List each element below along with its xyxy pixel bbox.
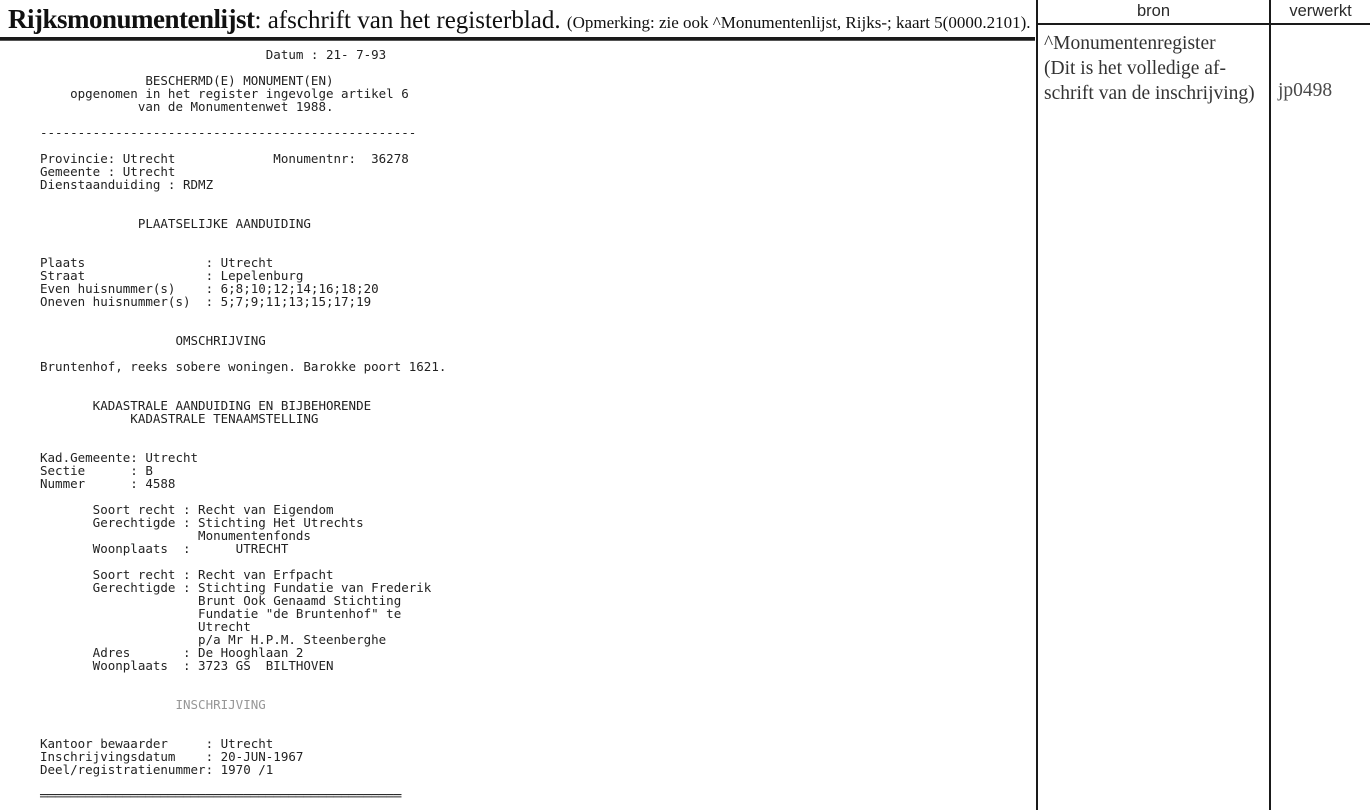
doc-line: INSCHRIJVING bbox=[40, 697, 266, 712]
doc-line: Brunt Ook Genaamd Stichting bbox=[40, 593, 402, 608]
doc-line: Monumentenfonds bbox=[40, 528, 311, 543]
doc-line: Nummer : 4588 bbox=[40, 476, 176, 491]
doc-line bbox=[40, 425, 446, 438]
doc-line: Woonplaats : 3723 GS BILTHOVEN bbox=[40, 658, 334, 673]
page-title: Rijksmonumentenlijst bbox=[8, 4, 255, 34]
doc-line: OMSCHRIJVING bbox=[40, 333, 266, 348]
page-title-suffix: : afschrift van het registerblad. bbox=[254, 7, 567, 34]
doc-line bbox=[40, 191, 446, 204]
doc-line: opgenomen in het register ingevolge artikel 6 bbox=[40, 86, 409, 101]
doc-line: Even huisnummer(s) : 6;8;10;12;14;16;18;20 bbox=[40, 281, 379, 296]
doc-line: Soort recht : Recht van Erfpacht bbox=[40, 567, 334, 582]
typewriter-document-body bbox=[40, 48, 446, 802]
doc-line: Plaats : Utrecht bbox=[40, 255, 274, 270]
doc-line: ════════════════════════════════════════════════ bbox=[40, 788, 402, 803]
header-rule bbox=[0, 37, 1035, 41]
bron-line: schrift van de inschrijving) bbox=[1044, 83, 1255, 104]
doc-line: Datum : 21- 7-93 bbox=[40, 47, 387, 62]
doc-line: Provincie: Utrecht Monumentnr: 36278 bbox=[40, 151, 409, 166]
doc-line: Straat : Lepelenburg bbox=[40, 268, 304, 283]
sidebar-divider-left bbox=[1036, 0, 1038, 810]
doc-line: Inschrijvingsdatum : 20-JUN-1967 bbox=[40, 749, 304, 764]
doc-line: Soort recht : Recht van Eigendom bbox=[40, 502, 334, 517]
sidebar-header-rule bbox=[1038, 23, 1370, 25]
doc-line: Oneven huisnummer(s) : 5;7;9;11;13;15;17;19 bbox=[40, 294, 372, 309]
verwerkt-cell-value: jp0498 bbox=[1278, 80, 1333, 101]
header-remark: (Opmerking: zie ook ^Monumentenlijst, Rijks-; kaart 5(0000.2101). bbox=[566, 13, 1031, 32]
doc-line: Gemeente : Utrecht bbox=[40, 164, 176, 179]
column-header-verwerkt: verwerkt bbox=[1289, 2, 1352, 20]
doc-line: Gerechtigde : Stichting Fundatie van Frederik bbox=[40, 580, 432, 595]
bron-cell-content bbox=[1044, 31, 1266, 106]
column-header-bron: bron bbox=[1136, 2, 1171, 20]
doc-line: Gerechtigde : Stichting Het Utrechts bbox=[40, 515, 364, 530]
doc-line: Deel/registratienummer: 1970 /1 bbox=[40, 762, 274, 777]
doc-line bbox=[40, 230, 446, 243]
doc-line bbox=[40, 672, 446, 685]
bron-line: (Dit is het volledige af- bbox=[1044, 58, 1226, 79]
doc-line: -------------------------------------------------- bbox=[40, 125, 417, 140]
doc-line: Kantoor bewaarder : Utrecht bbox=[40, 736, 274, 751]
doc-line bbox=[40, 308, 446, 321]
doc-line: van de Monumentenwet 1988. bbox=[40, 99, 334, 114]
doc-line: KADASTRALE TENAAMSTELLING bbox=[40, 411, 319, 426]
doc-line: KADASTRALE AANDUIDING EN BIJBEHORENDE bbox=[40, 398, 372, 413]
doc-line: p/a Mr H.P.M. Steenberghe bbox=[40, 632, 387, 647]
document-header bbox=[8, 4, 1031, 35]
doc-line bbox=[40, 373, 446, 386]
doc-line: BESCHERMD(E) MONUMENT(EN) bbox=[40, 73, 334, 88]
bron-line: ^Monumentenregister bbox=[1044, 33, 1216, 54]
doc-line: Dienstaanduiding : RDMZ bbox=[40, 177, 214, 192]
doc-line: Fundatie "de Bruntenhof" te bbox=[40, 606, 402, 621]
doc-line: Sectie : B bbox=[40, 463, 153, 478]
sidebar-divider-right bbox=[1269, 0, 1271, 810]
doc-line: Kad.Gemeente: Utrecht bbox=[40, 450, 199, 465]
doc-line bbox=[40, 711, 446, 724]
doc-line: Adres : De Hooghlaan 2 bbox=[40, 645, 304, 660]
doc-line: Utrecht bbox=[40, 619, 251, 634]
doc-line: Woonplaats : UTRECHT bbox=[40, 541, 289, 556]
doc-line: Bruntenhof, reeks sobere woningen. Barokke poort 1621. bbox=[40, 359, 447, 374]
doc-line: PLAATSELIJKE AANDUIDING bbox=[40, 216, 311, 231]
